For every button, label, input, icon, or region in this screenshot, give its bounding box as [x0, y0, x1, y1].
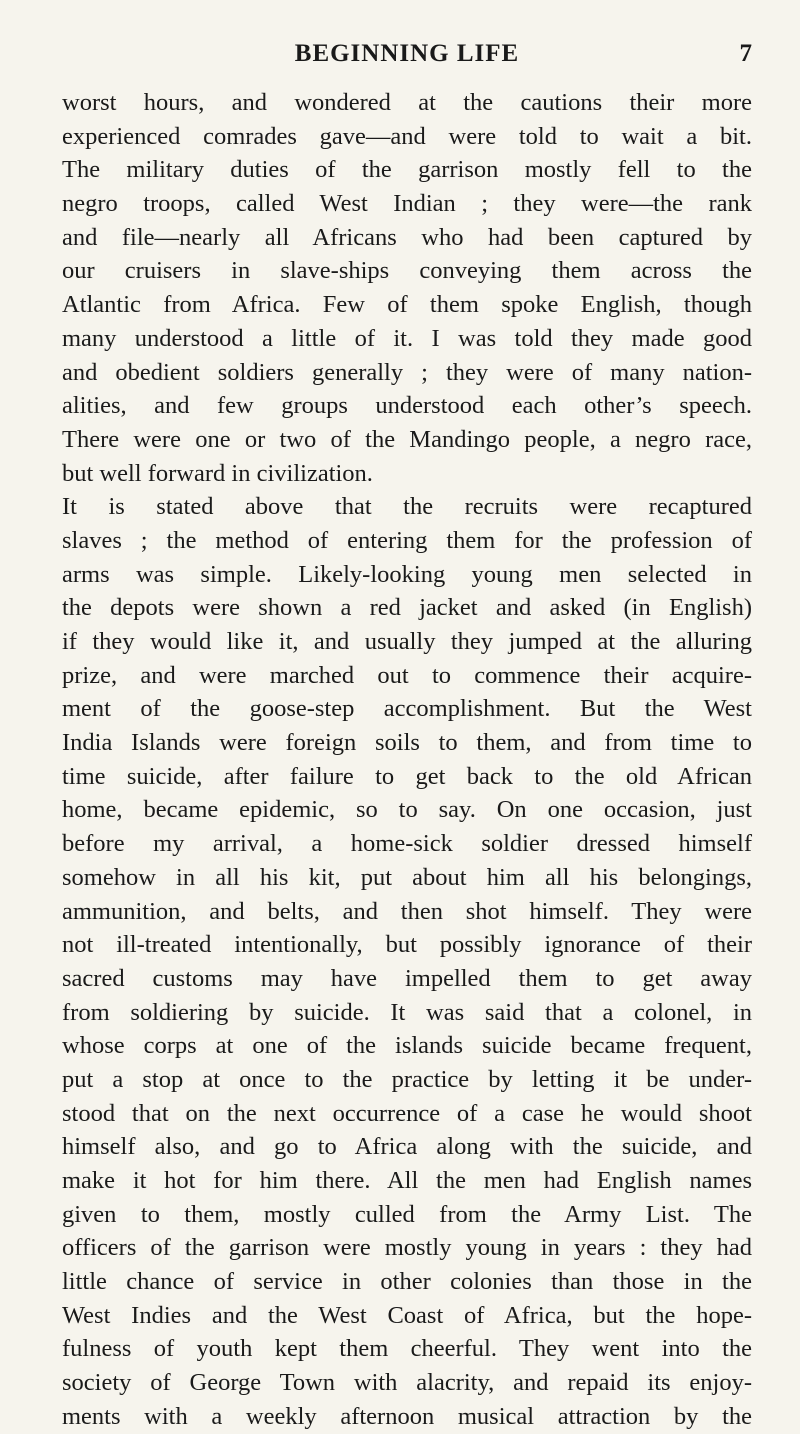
text-line: alities, and few groups understood each other’s speech. — [62, 392, 752, 420]
text-line: make it hot for him there. All the men had English names — [62, 1167, 752, 1194]
text-line: if they would like it, and usually they jumped at the alluring — [62, 628, 752, 655]
text-line: somehow in all his kit, put about him all his belongings, — [62, 863, 752, 891]
text-line: sacred customs may have impelled them to get away — [62, 964, 752, 992]
text-line: society of George Town with alacrity, and repaid its enjoy- — [62, 1369, 752, 1397]
text-line: put a stop at once to the practice by letting it be under- — [62, 1065, 752, 1093]
text-line: Atlantic from Africa. Few of them spoke English, though — [62, 291, 752, 319]
text-line: The military duties of the garrison mostly fell to the — [62, 156, 752, 184]
text-line: and obedient soldiers generally ; they were of many nation- — [62, 358, 752, 386]
page-number: 7 — [739, 40, 752, 67]
text-line: It is stated above that the recruits were recaptured — [62, 493, 752, 521]
text-line: many understood a little of it. I was told they made good — [62, 324, 752, 352]
text-line: arms was simple. Likely-looking young men selected in — [62, 560, 752, 588]
text-line: prize, and were marched out to commence their acquire- — [62, 661, 752, 689]
text-line: officers of the garrison were mostly young in years : they had — [62, 1234, 752, 1262]
text-line: little chance of service in other colonies than those in the — [62, 1268, 752, 1296]
text-line: whose corps at one of the islands suicide became frequent, — [62, 1032, 752, 1060]
text-line: before my arrival, a home-sick soldier dressed himself — [62, 830, 752, 858]
text-line: home, became epidemic, so to say. On one occasion, just — [62, 796, 752, 824]
text-line: slaves ; the method of entering them for the profession of — [62, 526, 752, 554]
text-line: stood that on the next occurrence of a case he would shoot — [62, 1099, 752, 1127]
text-line: ments with a weekly afternoon musical attraction by the — [62, 1402, 752, 1430]
text-line: worst hours, and wondered at the cautions their more — [62, 89, 752, 116]
text-line: the depots were shown a red jacket and asked (in English) — [62, 594, 752, 622]
running-head: BEGINNING LIFE — [294, 40, 520, 67]
text-line: fulness of youth kept them cheerful. They went into the — [62, 1335, 752, 1363]
text-line: experienced comrades gave—and were told to wait a bit. — [62, 122, 752, 150]
text-line: India Islands were foreign soils to them, and from time to — [62, 729, 752, 757]
text-line: himself also, and go to Africa along with the suicide, and — [62, 1133, 752, 1161]
text-line: not ill-treated intentionally, but possibly ignorance of their — [62, 931, 752, 959]
text-line: ammunition, and belts, and then shot himself. They were — [62, 897, 752, 925]
text-line: and file—nearly all Africans who had been captured by — [62, 223, 752, 251]
text-line: There were one or two of the Mandingo people, a negro race, — [62, 425, 752, 453]
text-line: negro troops, called West Indian ; they were—the rank — [62, 190, 752, 218]
text-line: ment of the goose-step accomplishment. But the West — [62, 695, 752, 723]
text-line: time suicide, after failure to get back to the old African — [62, 762, 752, 790]
text-line: given to them, mostly culled from the Army List. The — [62, 1200, 752, 1228]
body-text — [62, 86, 752, 1434]
text-line: from soldiering by suicide. It was said that a colonel, in — [62, 998, 752, 1026]
page-header — [62, 36, 752, 76]
text-line: our cruisers in slave-ships conveying them across the — [62, 257, 752, 285]
text-line: West Indies and the West Coast of Africa, but the hope- — [62, 1301, 752, 1329]
text-line: but well forward in civilization. — [62, 459, 373, 487]
